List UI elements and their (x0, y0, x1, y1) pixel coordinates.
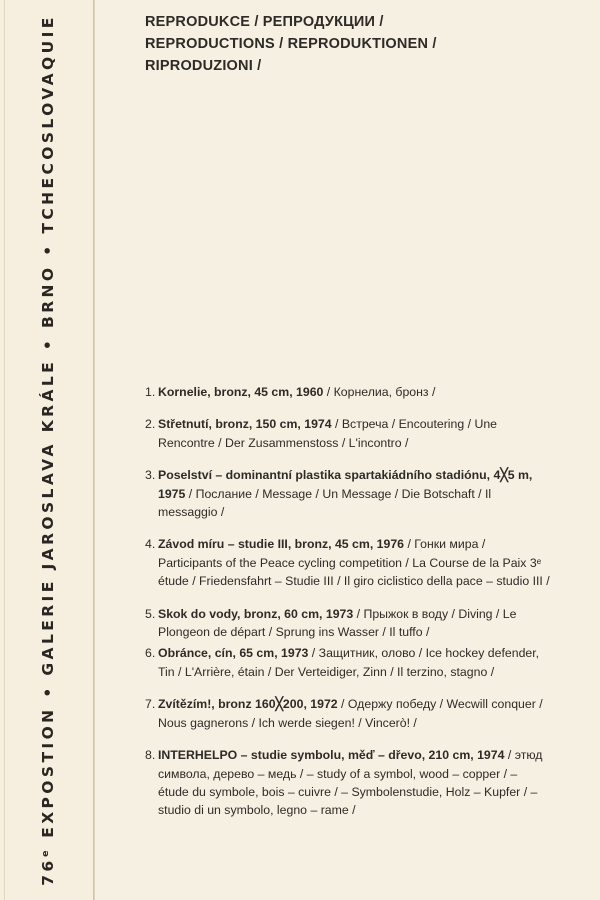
spine-crease (4, 0, 5, 900)
item-number: 4. (145, 537, 156, 552)
item-translations: / Одержу победу / Wecwill conquer / Nous gagnerons / Ich werde siegen! / Vincerò! / (158, 697, 543, 730)
item-title: Poselství – dominantní plastika spartakiádního stadiónu, 4╳5 m, 1975 (158, 468, 533, 501)
item-translations: / Встреча / Encoutering / Une Rencontre / Der Zusammenstoss / L'incontro / (158, 417, 498, 450)
item-text (158, 415, 550, 452)
item-title: Zvítězím!, bronz 160╳200, 1972 (158, 697, 338, 712)
item-title: INTERHELPO – studie symbolu, měď – dřevo, 210 cm, 1974 (158, 748, 505, 763)
item-number: 7. (145, 697, 156, 712)
reproductions-heading (145, 11, 437, 77)
heading-line-2: REPRODUCTIONS / REPRODUKTIONEN / (145, 36, 437, 52)
item-text (158, 605, 550, 642)
reproductions-list (145, 383, 550, 820)
list-item (145, 383, 550, 401)
item-translations: / Гонки мира / Participants of the Peace cycling competition / La Course de la Paix 3ᵉ étude / Friedensfahrt – Studie III / Il giro ciclistico della pace – studio III / (158, 537, 550, 589)
item-translations: / Корнелиа, бронз / (323, 385, 436, 399)
item-text (158, 383, 550, 401)
list-item (145, 466, 550, 521)
list-item (145, 605, 550, 642)
item-title: Střetnutí, bronz, 150 cm, 1974 (158, 417, 332, 432)
item-title: Závod míru – studie III, bronz, 45 cm, 1976 (158, 537, 405, 552)
item-number: 1. (145, 385, 156, 399)
catalogue-spine (0, 0, 94, 900)
item-translations: / Послание / Message / Un Message / Die Botschaft / Il messaggio / (158, 486, 492, 520)
list-item (145, 415, 550, 452)
spine-title: 76ᵉ EXPOSTION • GALERIE JAROSLAVA KRÁLE • BRNO • TCHECOSLOVAQUIE (39, 14, 57, 886)
item-title: Kornelie, bronz, 45 cm, 1960 (158, 385, 324, 399)
item-translations: / Прыжок в воду / Diving / Le Plongeon de départ / Sprung ins Wasser / Il tuffo / (158, 606, 517, 640)
item-number: 8. (145, 748, 156, 763)
list-item (145, 644, 550, 681)
item-text (158, 695, 550, 732)
item-text (158, 535, 550, 590)
heading-line-1: REPRODUKCE / РЕПРОДУКЦИИ / (145, 14, 384, 30)
item-title: Obránce, cín, 65 cm, 1973 (158, 646, 309, 661)
item-number: 2. (145, 417, 156, 432)
item-text (158, 644, 550, 681)
heading-line-3: RIPRODUZIONI / (145, 58, 262, 74)
list-item (145, 535, 550, 590)
item-number: 6. (145, 646, 156, 661)
item-text (158, 746, 550, 820)
list-item (145, 695, 550, 732)
item-number: 3. (145, 468, 156, 483)
item-translations: / этюд символа, дерево – медь / – study of a symbol, wood – copper / – étude du symbole, bois – cuivre / – Symbolenstudie, Holz – Kupfer / – studio di un symbolo, legno – rame / (158, 748, 543, 818)
list-item (145, 746, 550, 820)
item-text (158, 466, 550, 521)
item-title: Skok do vody, bronz, 60 cm, 1973 (158, 606, 354, 621)
item-translations: / Защитник, олово / Ice hockey defender, Tin / L'Arrière, étain / Der Verteidiger, Zinn / Il terzino, stagno / (158, 646, 540, 679)
item-number: 5. (145, 606, 156, 621)
